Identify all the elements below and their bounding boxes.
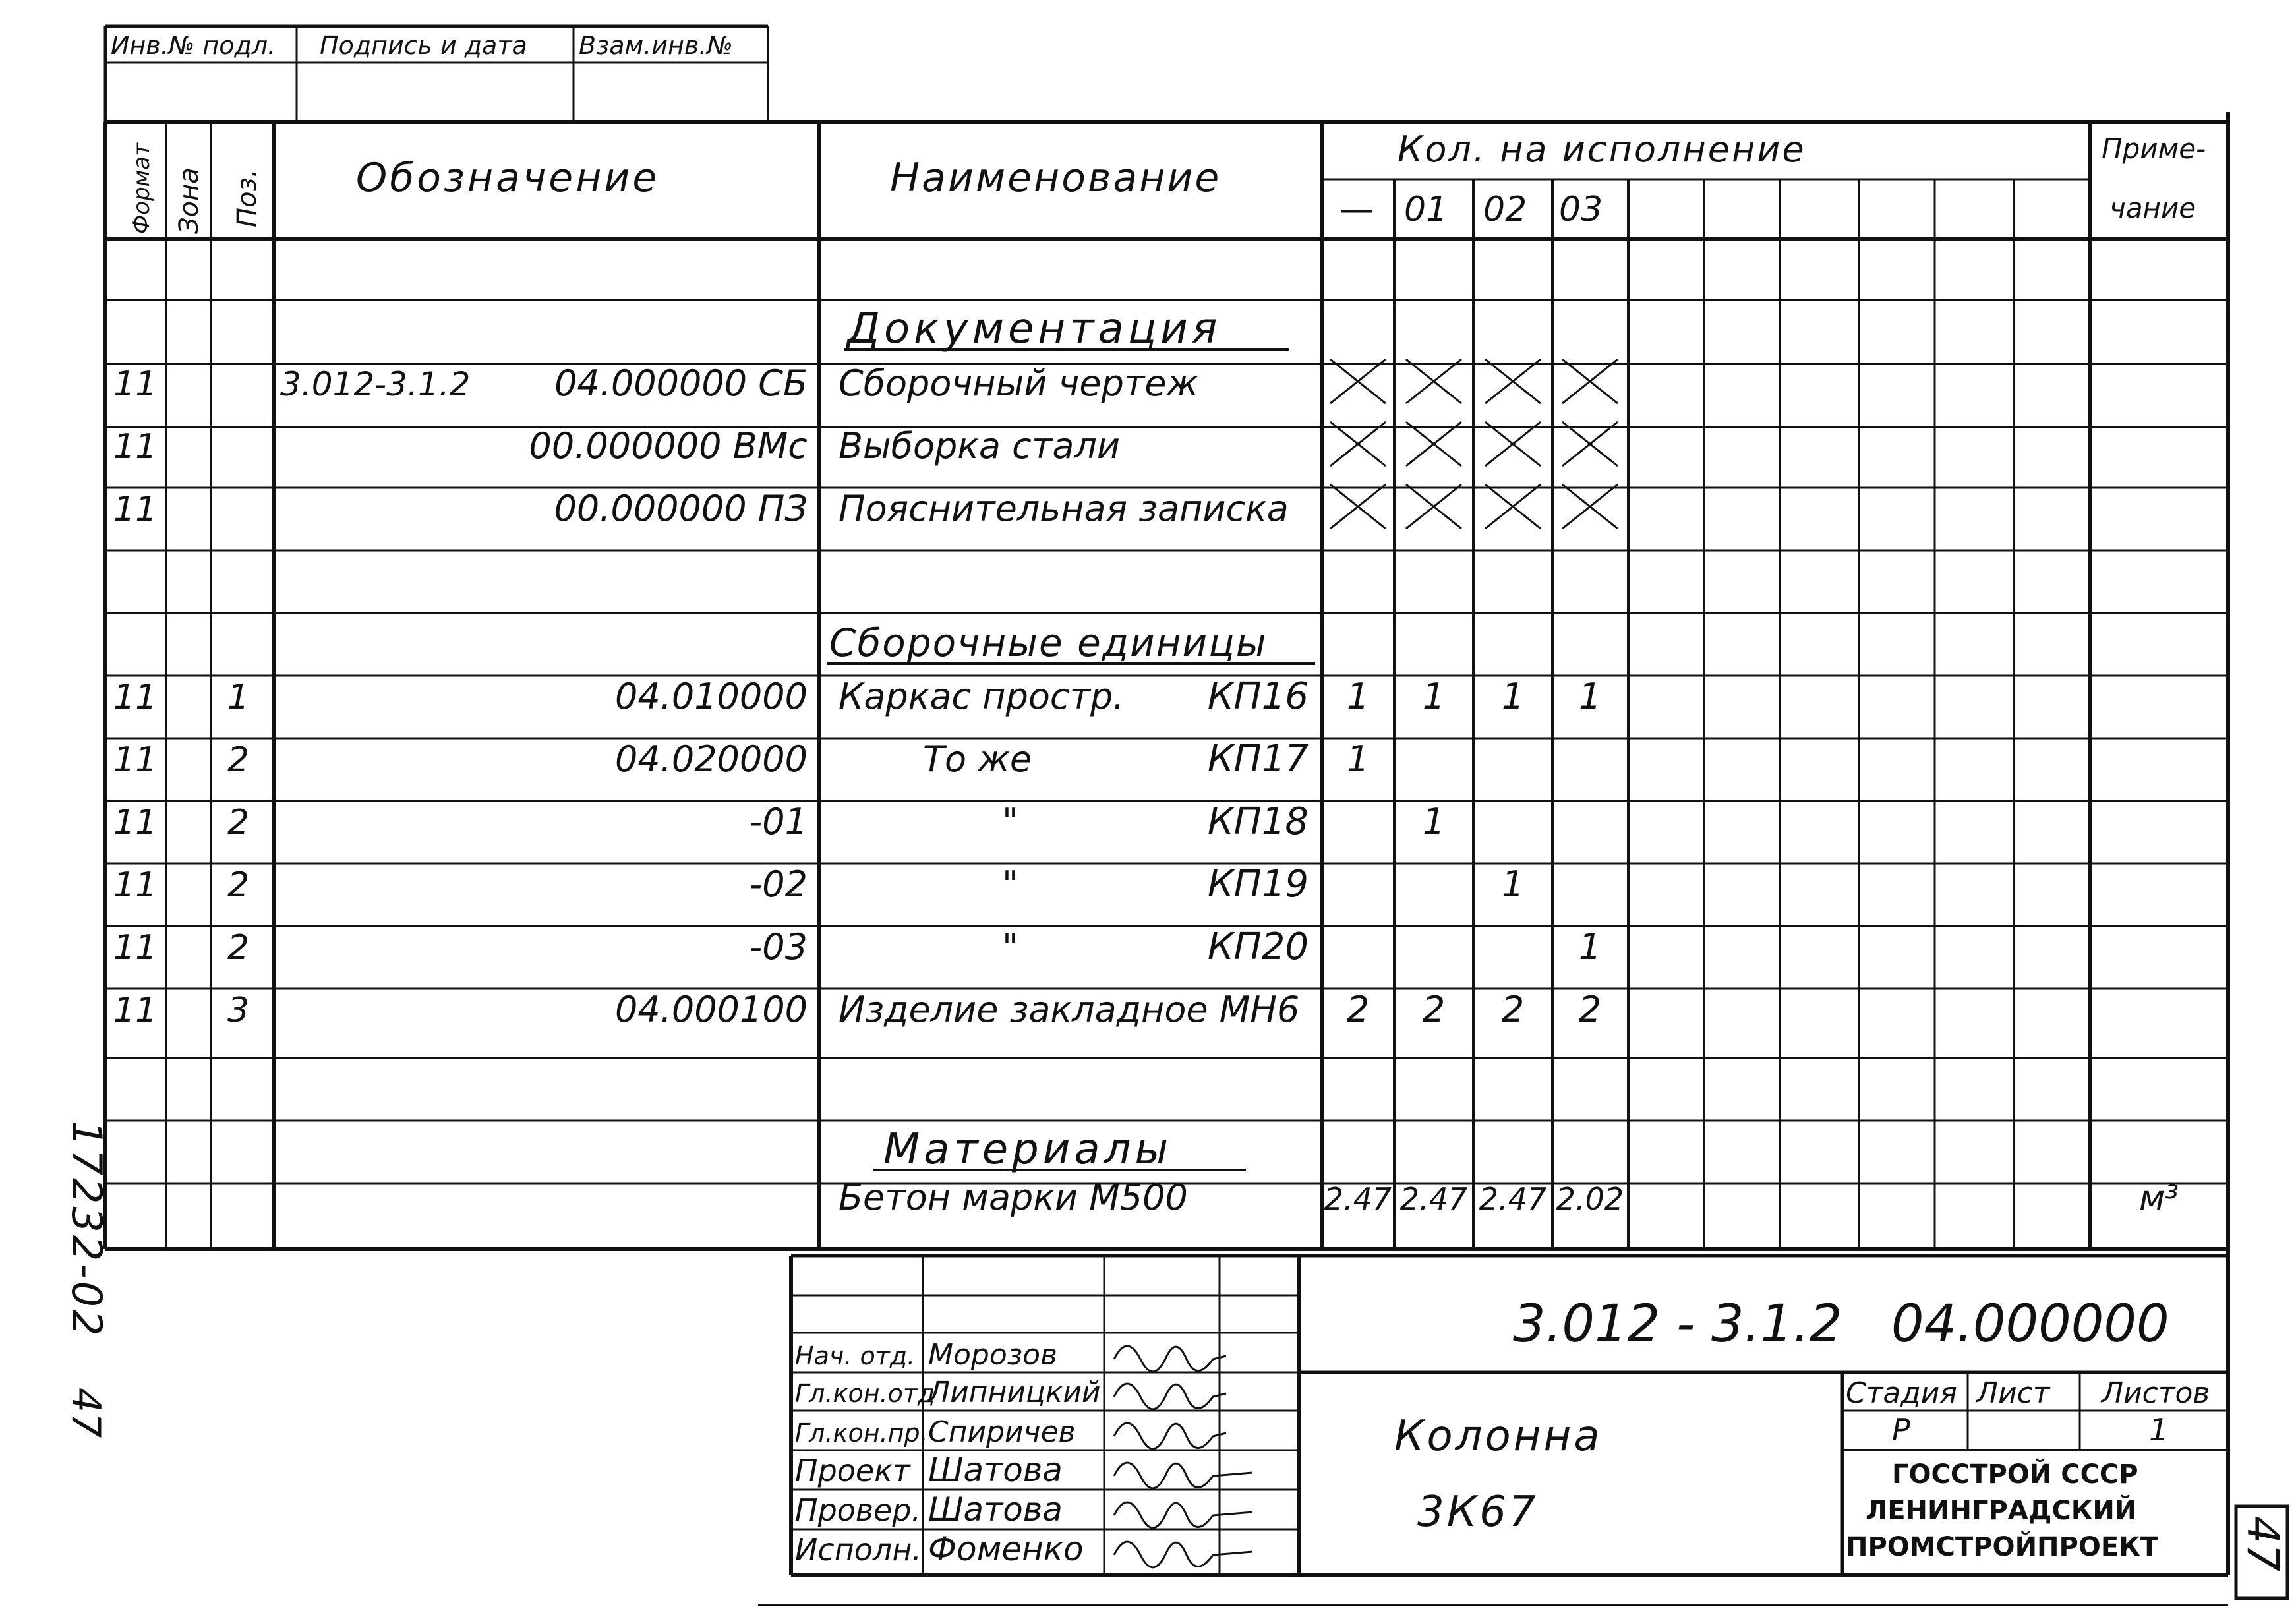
handwritten-signature [1114,1423,1226,1449]
section-assembly-units: Сборочные единицы [829,620,1268,665]
signature-row [795,1451,1252,1489]
cross-mark [1485,359,1541,403]
table-row [113,422,1618,467]
cell-qty: 1 [1422,676,1446,717]
cell-name: Выборка стали [839,425,1121,467]
cell-mark: КП17 [1207,738,1309,780]
cell-name: " [1002,926,1018,968]
table-row [113,675,1601,718]
table-row [113,800,1445,843]
header-primech-1: Приме- [2102,132,2206,165]
cell-name: То же [923,738,1032,780]
cell-format: 11 [113,678,158,717]
org-line-1: ГОССТРОЙ СССР [1892,1459,2138,1490]
signature-row [795,1376,1226,1409]
sheets-label: Листов [2102,1376,2210,1410]
cell-format: 11 [113,490,158,529]
handwritten-signature [1114,1346,1226,1372]
signature-name: Фоменко [928,1530,1084,1568]
table-row [113,738,1369,780]
cell-name: " [1002,864,1018,905]
signature-name: Шатова [928,1490,1063,1529]
header-kol: Кол. на исполнение [1398,129,1806,170]
cell-format: 11 [113,365,158,404]
section-materials: Материалы [883,1125,1172,1174]
variant-header-3: 03 [1559,190,1603,229]
cross-mark [1406,422,1461,466]
signature-role: Нач. отд. [795,1341,916,1370]
cell-name: Сборочный чертеж [839,363,1199,404]
signature-name: Шатова [928,1451,1063,1489]
section-documentation: Документация [847,305,1222,353]
cell-name: Пояснительная записка [839,488,1289,529]
stamp-inv-podl: Инв.№ подл. [111,31,276,60]
variant-header-1: 01 [1404,190,1448,229]
signature-row [795,1415,1226,1449]
signature-name: Спиричев [928,1415,1076,1449]
handwritten-signature [1114,1384,1226,1409]
header-format: Формат [129,143,155,234]
cell-mark: КП16 [1207,675,1309,718]
cell-mark: КП19 [1207,863,1309,906]
stamp-vzam-inv: Взам.инв.№ [579,31,733,60]
cell-name: Бетон марки М500 [839,1177,1188,1218]
header-primech-2: чание [2109,192,2196,224]
cross-mark [1562,359,1618,403]
org-line-3: ПРОМСТРОЙПРОЕКТ [1846,1532,2159,1562]
cross-mark [1562,484,1618,529]
cell-qty: 2 [1578,989,1602,1030]
handwritten-signature [1114,1542,1252,1567]
table-row [113,359,1618,404]
cross-mark [1330,422,1386,466]
cross-mark [1485,422,1541,466]
signature-role: Проект [795,1453,910,1488]
table-row [113,484,1618,529]
cell-poz: 2 [227,865,250,905]
cell-qty: 1 [1501,864,1525,905]
cell-qty: 2 [1422,989,1446,1030]
stamp-podpis-data: Подпись и дата [320,31,527,60]
header-naimenovanie: Наименование [890,155,1222,201]
variant-headers [1339,190,1603,229]
cell-format: 11 [113,991,158,1030]
corner-page-number: 47 [2237,1516,2288,1571]
cell-qty: 1 [1578,676,1602,717]
org-line-2: ЛЕНИНГРАДСКИЙ [1866,1496,2137,1526]
cell-code: 00.000000 ВМс [529,425,808,467]
signature-role: Провер. [795,1492,922,1528]
cell-qty: 1 [1422,801,1446,842]
cell-poz: 1 [227,678,250,717]
signature-row [795,1530,1252,1568]
signature-name: Морозов [928,1338,1057,1372]
cell-qty: 1 [1346,676,1370,717]
header-poz: Поз. [232,169,262,227]
cross-mark [1485,484,1541,529]
table-row [113,989,1601,1030]
cell-format: 11 [113,740,158,780]
cell-qty: 2 [1346,989,1370,1030]
cell-code: 04.010000 [614,676,808,717]
page-number-vertical: 47 [63,1388,109,1438]
cell-name: " [1002,801,1018,842]
stage-label: Стадия [1846,1376,1957,1410]
cross-mark [1406,484,1461,529]
cell-qty: 1 [1346,738,1370,780]
header-oboznachenie: Обозначение [356,155,660,201]
cell-mark: КП18 [1207,800,1309,843]
cell-format: 11 [113,865,158,905]
sheets-value: 1 [2149,1412,2169,1448]
cell-code: -02 [749,864,808,905]
cell-qty: 2 [1501,989,1525,1030]
cell-name: Каркас простр. [839,676,1125,717]
designation: 3.012 - 3.1.2 04.000000 [1513,1295,2169,1354]
corner-page-mark [2236,1506,2288,1598]
cross-mark [1330,484,1386,529]
cell-poz: 2 [227,928,250,968]
handwritten-signature [1114,1502,1252,1528]
signature-name: Липницкий [928,1376,1101,1409]
sheet-label: Лист [1976,1376,2050,1410]
cell-poz: 2 [227,740,250,780]
cell-qty: 1 [1501,676,1525,717]
cell-note: м³ [2138,1179,2179,1218]
signature-role: Гл.кон.пр. [795,1419,928,1448]
stage-value: Р [1892,1412,1910,1448]
cross-mark [1562,422,1618,466]
cell-poz: 2 [227,803,250,842]
cell-qty: 2.47 [1324,1181,1392,1217]
cell-format: 11 [113,427,158,467]
cell-format: 11 [113,928,158,968]
table-row [113,925,1601,968]
cell-code: -01 [749,801,808,842]
cell-code: 00.000000 ПЗ [554,488,808,529]
signature-row [795,1338,1226,1372]
variant-header-0: — [1339,190,1374,229]
cross-mark [1330,359,1386,403]
cell-code: 04.000000 СБ [554,363,808,404]
title-line-1: Колонна [1394,1412,1603,1461]
title-line-2: 3К67 [1417,1488,1539,1537]
cell-doc: 3.012-3.1.2 [280,365,471,403]
signature-role: Исполн. [795,1532,922,1567]
cell-poz: 3 [227,991,250,1030]
cross-mark [1406,359,1461,403]
cell-code: -03 [749,926,808,968]
handwritten-signature [1114,1463,1252,1488]
signature-row [795,1490,1252,1529]
signature-role: Гл.кон.отд [795,1379,935,1408]
cell-format: 11 [113,803,158,842]
cell-mark: КП20 [1207,925,1309,968]
variant-header-2: 02 [1483,190,1527,229]
archive-number: 17232-02 [63,1121,111,1339]
cell-name: Изделие закладное МН6 [839,989,1300,1030]
cell-qty: 2.47 [1399,1181,1468,1217]
header-zona: Зона [174,167,204,234]
cell-code: 04.020000 [614,738,808,780]
cell-qty: 2.47 [1479,1181,1547,1217]
cell-qty: 2.02 [1556,1181,1624,1217]
cell-qty: 1 [1578,926,1602,968]
cell-code: 04.000100 [614,989,808,1030]
